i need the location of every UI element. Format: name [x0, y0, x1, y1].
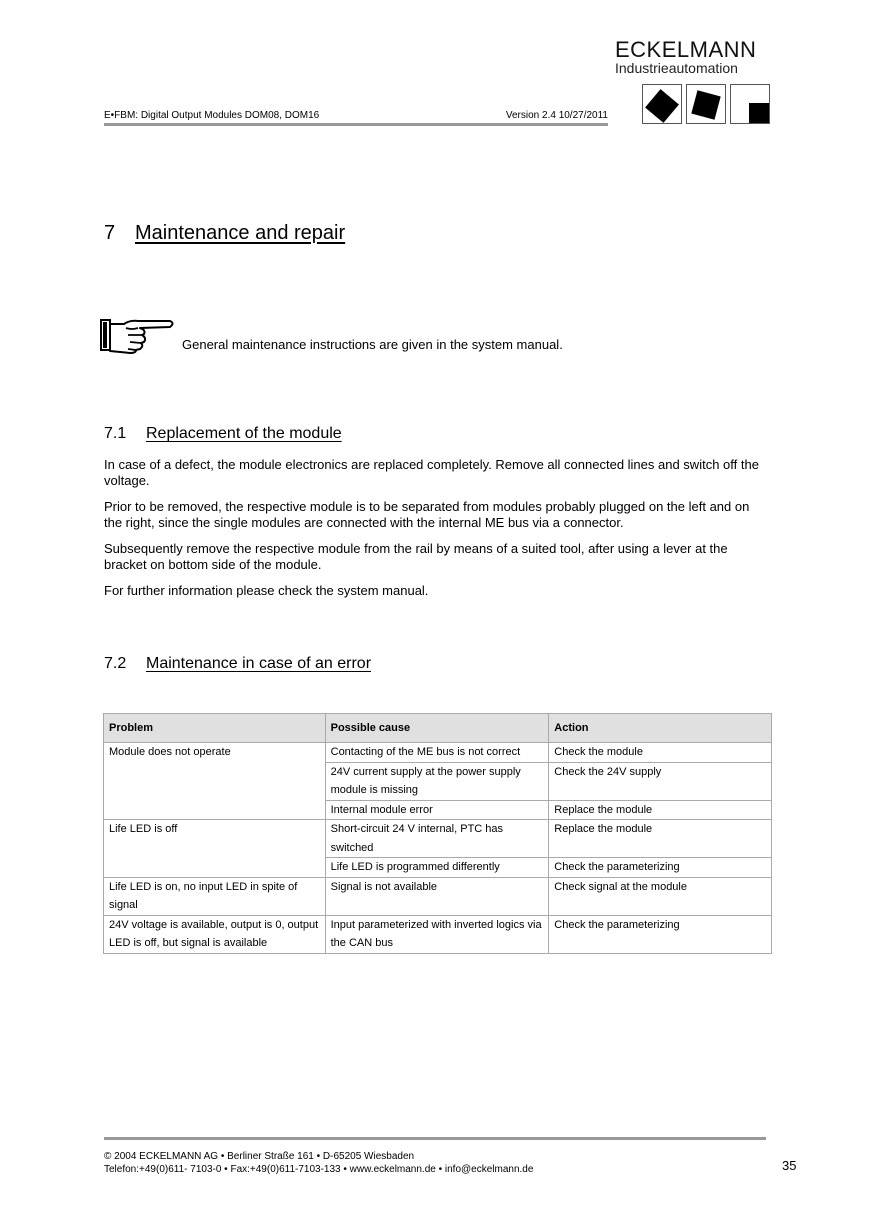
document-version: Version 2.4 10/27/2011 [505, 110, 608, 121]
cause-cell: Internal module error [325, 800, 549, 820]
section-title: Maintenance in case of an error [146, 655, 372, 672]
chapter-heading [104, 221, 345, 245]
cause-cell: Contacting of the ME bus is not correct [325, 743, 549, 763]
table-row [104, 820, 772, 858]
table-header-row [104, 714, 772, 743]
pointing-hand-icon [100, 318, 176, 354]
action-cell: Check signal at the module [549, 877, 772, 915]
cause-cell: Short-circuit 24 V internal, PTC has switched [325, 820, 549, 858]
note-text: General maintenance instructions are given in the system manual. [182, 337, 563, 352]
cause-cell: Input parameterized with inverted logics via the CAN bus [325, 915, 549, 953]
paragraph: In case of a defect, the module electronics are replaced completely. Remove all connected lines and switch off the voltage. [104, 457, 759, 488]
paragraph: Prior to be removed, the respective module is to be separated from modules probably plugged on the left and on the right, since the single modules are connected with the internal ME bus via a connector. [104, 499, 750, 530]
column-header-action: Action [549, 714, 772, 743]
action-cell: Check the parameterizing [549, 858, 772, 878]
column-header-problem: Problem [104, 714, 326, 743]
action-cell: Replace the module [549, 820, 772, 858]
section-title: Replacement of the module [146, 425, 342, 442]
section-heading-7-1 [104, 424, 342, 444]
problem-cell: Life LED is off [104, 820, 326, 878]
logo-square-icon [730, 84, 770, 124]
logo-tilted-square-icon [686, 84, 726, 124]
chapter-title: Maintenance and repair [135, 222, 346, 244]
footer-contact: Telefon:+49(0)611- 7103-0 • Fax:+49(0)611-7103-133 • www.eckelmann.de • info@eckelmann.de [104, 1164, 534, 1175]
action-cell: Replace the module [549, 800, 772, 820]
section-number: 7.2 [104, 655, 127, 672]
cause-cell: Life LED is programmed differently [325, 858, 549, 878]
error-table [103, 713, 772, 954]
table-row [104, 915, 772, 953]
cause-cell: Signal is not available [325, 877, 549, 915]
chapter-number: 7 [104, 222, 116, 244]
problem-cell: 24V voltage is available, output is 0, output LED is off, but signal is available [104, 915, 326, 953]
company-logo-mark [642, 84, 770, 124]
action-cell: Check the parameterizing [549, 915, 772, 953]
table-row [104, 877, 772, 915]
running-header [104, 110, 608, 122]
footer-address: © 2004 ECKELMANN AG • Berliner Straße 161 • D-65205 Wiesbaden [104, 1151, 415, 1162]
section-heading-7-2 [104, 654, 371, 674]
footer-divider [104, 1137, 766, 1140]
problem-cell: Life LED is on, no input LED in spite of signal [104, 877, 326, 915]
section-number: 7.1 [104, 425, 127, 442]
action-cell: Check the module [549, 743, 772, 763]
problem-cell: Module does not operate [104, 743, 326, 820]
cause-cell: 24V current supply at the power supply module is missing [325, 762, 549, 800]
page-number: 35 [782, 1158, 797, 1173]
header-divider [104, 123, 608, 126]
action-cell: Check the 24V supply [549, 762, 772, 800]
paragraph: Subsequently remove the respective module from the rail by means of a suited tool, after using a lever at the bracket on bottom side of the module. [104, 541, 728, 572]
column-header-cause: Possible cause [325, 714, 549, 743]
paragraph: For further information please check the system manual. [104, 583, 429, 598]
company-logo-subtitle: Industrieautomation [615, 60, 738, 76]
table-row [104, 743, 772, 763]
logo-tilted-square-icon [642, 84, 682, 124]
company-logo-name: ECKELMANN [615, 37, 757, 62]
document-title: E•FBM: Digital Output Modules DOM08, DOM16 [104, 110, 320, 121]
